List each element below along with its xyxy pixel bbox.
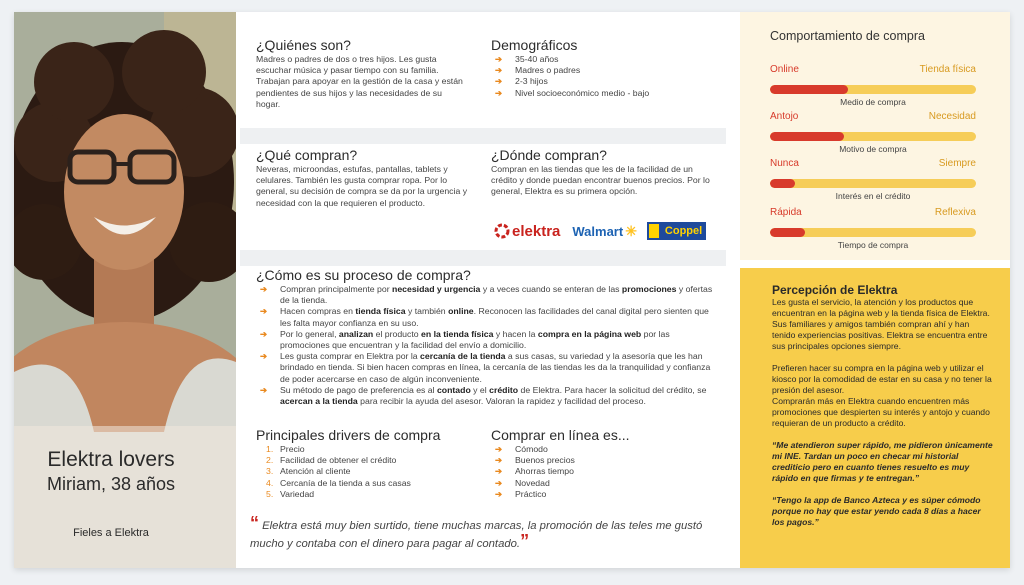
list-item: ➔ Hacen compras en tienda física y también online. Reconocen las facilidades del canal digital pero sienten que les falta mayor confianza en su uso. (260, 306, 709, 328)
perception-title: Percepción de Elektra (772, 283, 898, 297)
slider-labels (770, 111, 976, 123)
section-title: ¿Cómo es su proceso de compra? (256, 267, 471, 283)
walmart-spark-icon: ✳ (625, 222, 637, 239)
perception-paragraph: Les gusta el servicio, la atención y los productos que encuentran en la página web y la tienda física de Elektra. Sus familiares y amigos también compran ahí y han tenido experiencias positivas. Elektra se encuentra entre sus principales opciones siempre. (772, 297, 990, 351)
walmart-logo: Walmart ✳ (572, 222, 637, 239)
persona-subtitle: Miriam, 38 años (46, 474, 176, 494)
list-item: ➔ Por lo general, analizan el producto en la tienda física y hacen la compra en la página web por las promociones que encuentran y la facilidad del envío a domicilio. (260, 328, 670, 351)
arrow-right-icon: ➔ (495, 65, 503, 76)
section-text: Neveras, microondas, estufas, pantallas, tablets y celulares. También les gusta comprar ropa. Por lo general, su decisión de compra se da por la urgencia y necesidad con la que requieren el producto. (256, 164, 468, 208)
arrow-right-icon: ➔ (495, 466, 503, 477)
drivers-list (256, 444, 476, 500)
list-item: 4. Cercanía de la tienda a sus casas (266, 477, 411, 488)
arrow-right-icon: ➔ (260, 384, 268, 395)
list-item: ➔ Les gusta comprar en Elektra por la cercanía de la tienda a sus casas, su variedad y la asesoría que les han brindado en tienda. Si bien hacen compras en línea, la cercanía de las tiendas les da la tranquilidad y confianza de poder acercarse en caso de algún inconveniente. (260, 351, 711, 384)
elektra-logo: elektra (494, 223, 560, 240)
section-divider (240, 128, 726, 144)
section-text: Compran en las tiendas que les de la facilidad de un crédito y donde puedan encontrar buenos precios. Por lo general, Elektra es su primera opción. (491, 164, 710, 197)
behavior-title: Comportamiento de compra (770, 29, 925, 43)
list-item: ➔ 2-3 hijos (495, 76, 548, 87)
list-item: ➔ Cómodo (495, 444, 548, 454)
section-title: ¿Dónde compran? (491, 147, 607, 163)
list-item: ➔ Compran principalmente por necesidad y urgencia y a veces cuando se enteran de las promociones y ofertas de la tienda. (260, 284, 713, 306)
section-title: Demográficos (491, 37, 578, 53)
slider-fill (770, 179, 795, 188)
quote-close-icon: ” (520, 531, 530, 551)
slider-left-label: Rápida (770, 207, 802, 218)
slider-right-label: Necesidad (928, 111, 976, 122)
persona-tag: Fieles a Elektra (73, 527, 149, 539)
slider-bar (770, 132, 976, 141)
slider-fill (770, 132, 844, 141)
list-item: ➔ Práctico (495, 488, 547, 499)
perception-body (772, 297, 994, 539)
slider-right-label: Siempre (938, 158, 976, 169)
slider-caption: Medio de compra (840, 97, 906, 107)
proceso-list (256, 284, 716, 407)
demograficos-list (491, 54, 661, 99)
slider-bar (770, 179, 976, 188)
slider-bar (770, 228, 976, 237)
section-title: ¿Qué compran? (256, 147, 358, 163)
elektra-mark-icon (494, 223, 510, 239)
list-item: 5. Variedad (266, 488, 315, 499)
section-divider (240, 250, 726, 266)
quote-text: Elektra está muy bien surtido, tiene muchas marcas, la promoción de las teles me gustó mucho y contaba con el dinero para pagar al contado. (250, 520, 703, 550)
arrow-right-icon: ➔ (495, 76, 503, 87)
slider-bar (770, 85, 976, 94)
section-quienes (256, 37, 466, 110)
slider-caption: Motivo de compra (839, 144, 907, 154)
slider-labels (770, 207, 976, 219)
slider-left-label: Antojo (770, 111, 799, 122)
quote-open-icon: “ (250, 513, 259, 533)
slider-fill (770, 228, 805, 237)
coppel-logo: Coppel (647, 222, 706, 240)
list-item: ➔ Nivel socioeconómico medio - bajo (495, 87, 650, 98)
slider-right-label: Tienda física (919, 64, 976, 75)
list-item: 3. Atención al cliente (266, 466, 351, 477)
list-item: 1. Precio (266, 444, 305, 454)
section-title: Comprar en línea es... (491, 427, 630, 443)
arrow-right-icon: ➔ (495, 455, 503, 466)
perception-paragraph: Comprarán más en Elektra cuando encuentren más promociones que despierten su interés y antojo y cuando requieran de un producto a crédito. (772, 396, 990, 428)
slider-labels (770, 64, 976, 76)
section-drivers (256, 427, 476, 500)
arrow-right-icon: ➔ (495, 444, 503, 454)
section-donde-compran (491, 147, 721, 198)
slider-left-label: Online (770, 64, 799, 75)
perception-quote: “Tengo la app de Banco Azteca y es súper cómodo porque no hay que estar yendo cada 8 días a hacer los pagos.” (772, 495, 981, 527)
list-item: 2. Facilidad de obtener el crédito (266, 455, 397, 466)
section-proceso (256, 267, 716, 407)
section-text: Madres o padres de dos o tres hijos. Les gusta escuchar música y pasar tiempo con su familia. Trabajan para apoyar en la gestión de la casa y están pendientes de sus hijos y las necesidades de su hogar. (256, 54, 463, 109)
slider-caption: Interés en el crédito (835, 191, 911, 201)
section-title: Principales drivers de compra (256, 427, 441, 443)
list-item: ➔ 35-40 años (495, 54, 559, 64)
list-item: ➔ Madres o padres (495, 65, 581, 76)
store-logos (494, 220, 706, 242)
list-item: ➔ Ahorras tiempo (495, 466, 574, 477)
slider-caption: Tiempo de compra (837, 240, 909, 250)
slider-labels (770, 158, 976, 170)
arrow-right-icon: ➔ (260, 351, 268, 362)
section-demograficos (491, 37, 681, 99)
section-title: ¿Quiénes son? (256, 37, 351, 53)
slider-left-label: Nunca (770, 158, 799, 169)
slider-fill (770, 85, 848, 94)
persona-name: Elektra lovers (47, 448, 175, 471)
slider-right-label: Reflexiva (934, 207, 976, 218)
customer-quote (250, 513, 720, 552)
section-que-compran (256, 147, 474, 209)
coppel-mark-icon (647, 222, 661, 240)
arrow-right-icon: ➔ (260, 328, 268, 339)
list-item: ➔ Novedad (495, 477, 550, 488)
arrow-right-icon: ➔ (495, 477, 503, 488)
arrow-right-icon: ➔ (260, 284, 268, 294)
perception-paragraph: Prefieren hacer su compra en la página web y utilizar el kiosco por la comodidad de estar en su casa y no tener la presión del asesor. (772, 363, 992, 395)
list-item: ➔ Su método de pago de preferencia es al contado y el crédito de Elektra. Para hacer la solicitud del crédito, se acercan a la tienda para recibir la ayuda del asesor. Valoran la rapidez y facilidad del proceso. (260, 384, 707, 407)
perception-quote: “Me atendieron super rápido, me pidieron únicamente mi INE. Tardan un poco en checar mi historial crediticio pero en cuanto tienes resuelto es muy rápido en que firmas y te entregan.” (772, 440, 993, 483)
online-list (491, 444, 691, 500)
arrow-right-icon: ➔ (260, 306, 268, 317)
arrow-right-icon: ➔ (495, 54, 503, 64)
arrow-right-icon: ➔ (495, 87, 503, 98)
arrow-right-icon: ➔ (495, 488, 503, 499)
list-item: ➔ Buenos precios (495, 455, 575, 466)
section-online (491, 427, 691, 500)
